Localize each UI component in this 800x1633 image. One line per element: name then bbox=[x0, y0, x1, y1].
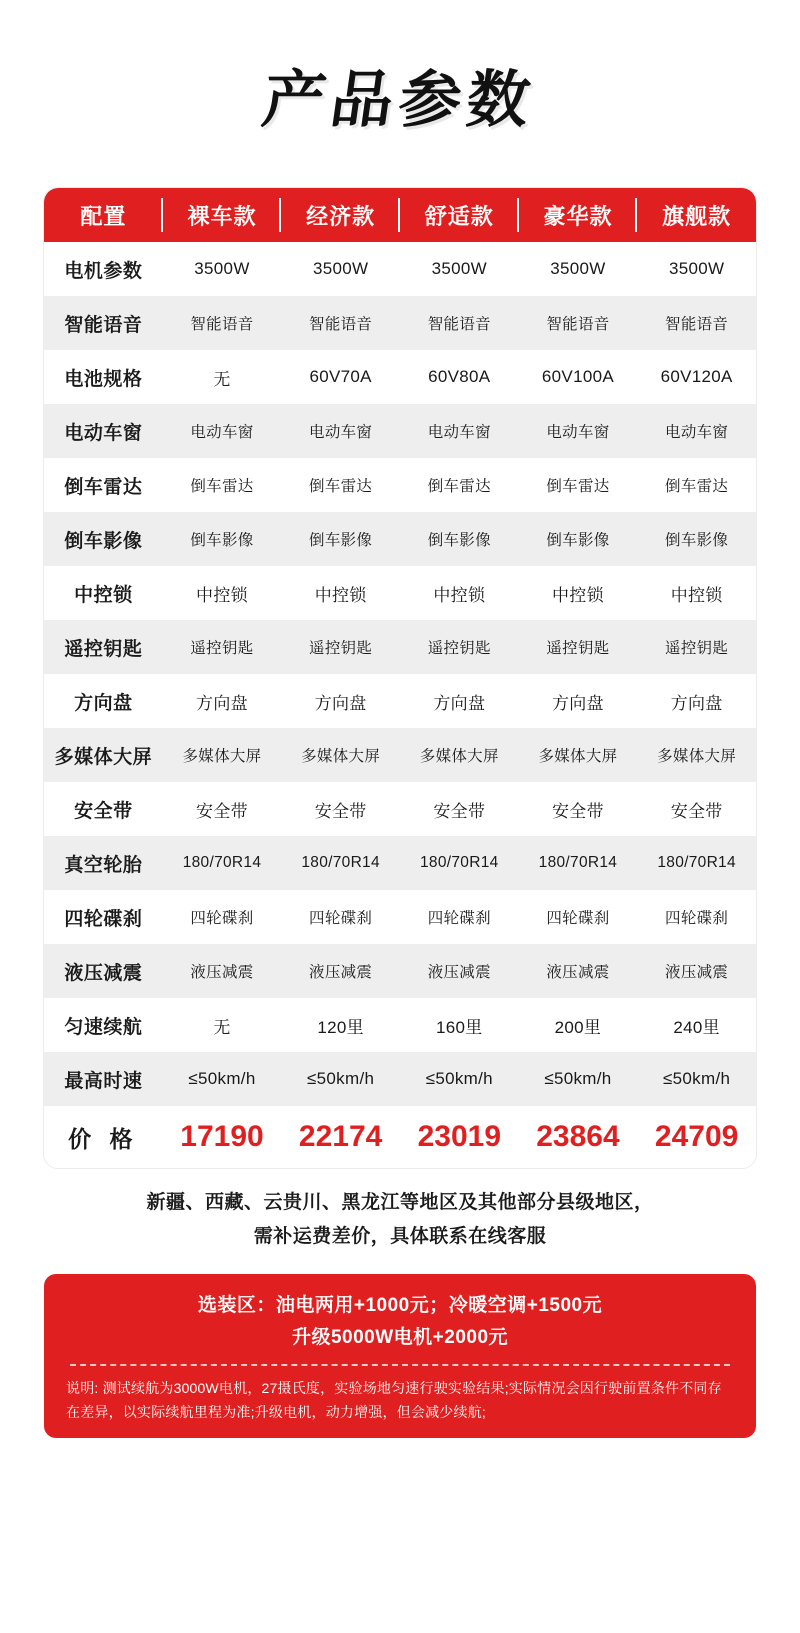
table-header-config: 配置 bbox=[44, 188, 163, 242]
row-value: 方向盘 bbox=[163, 674, 282, 728]
row-value: 遥控钥匙 bbox=[637, 620, 756, 674]
row-label: 遥控钥匙 bbox=[44, 620, 163, 674]
row-value: 四轮碟刹 bbox=[163, 890, 282, 944]
row-label: 四轮碟刹 bbox=[44, 890, 163, 944]
row-label: 最高时速 bbox=[44, 1052, 163, 1106]
row-value: 180/70R14 bbox=[400, 836, 519, 890]
shipping-note-line-1: 新疆、西藏、云贵川、黑龙江等地区及其他部分县级地区， bbox=[146, 1192, 654, 1213]
row-value: 智能语音 bbox=[281, 296, 400, 350]
row-label: 电动车窗 bbox=[44, 404, 163, 458]
row-value: 180/70R14 bbox=[519, 836, 638, 890]
table-header-model-3: 舒适款 bbox=[400, 188, 519, 242]
row-value: 电动车窗 bbox=[281, 404, 400, 458]
row-value: 180/70R14 bbox=[163, 836, 282, 890]
row-value: 安全带 bbox=[400, 782, 519, 836]
table-row bbox=[44, 350, 756, 404]
row-value: 多媒体大屏 bbox=[637, 728, 756, 782]
row-value: 安全带 bbox=[281, 782, 400, 836]
row-value: 120里 bbox=[281, 998, 400, 1052]
row-value: 中控锁 bbox=[400, 566, 519, 620]
row-label: 真空轮胎 bbox=[44, 836, 163, 890]
row-value: 四轮碟刹 bbox=[519, 890, 638, 944]
row-value: 中控锁 bbox=[281, 566, 400, 620]
row-value: 倒车影像 bbox=[163, 512, 282, 566]
row-value: 多媒体大屏 bbox=[519, 728, 638, 782]
row-label: 匀速续航 bbox=[44, 998, 163, 1052]
shipping-note-line-2: 需补运费差价，具体联系在线客服 bbox=[253, 1226, 547, 1247]
row-label: 方向盘 bbox=[44, 674, 163, 728]
table-row bbox=[44, 566, 756, 620]
row-value: 180/70R14 bbox=[637, 836, 756, 890]
row-value: 240里 bbox=[637, 998, 756, 1052]
row-value: ≤50km/h bbox=[637, 1052, 756, 1106]
row-label: 电池规格 bbox=[44, 350, 163, 404]
table-row bbox=[44, 1052, 756, 1106]
option-line-2: 升级5000W电机+2000元 bbox=[291, 1327, 509, 1348]
row-label: 倒车影像 bbox=[44, 512, 163, 566]
page-title-wrap bbox=[44, 0, 756, 188]
row-value: 方向盘 bbox=[519, 674, 638, 728]
row-value: 智能语音 bbox=[637, 296, 756, 350]
row-value: 遥控钥匙 bbox=[519, 620, 638, 674]
row-value: 中控锁 bbox=[163, 566, 282, 620]
row-value: 四轮碟刹 bbox=[281, 890, 400, 944]
table-header-model-1: 裸车款 bbox=[163, 188, 282, 242]
row-value: 安全带 bbox=[519, 782, 638, 836]
table-row bbox=[44, 242, 756, 296]
row-value: 中控锁 bbox=[519, 566, 638, 620]
table-row bbox=[44, 890, 756, 944]
row-value: 无 bbox=[163, 350, 282, 404]
row-value: 液压减震 bbox=[637, 944, 756, 998]
row-label: 多媒体大屏 bbox=[44, 728, 163, 782]
row-value: 3500W bbox=[400, 242, 519, 296]
table-header-model-5: 旗舰款 bbox=[637, 188, 756, 242]
row-value: 160里 bbox=[400, 998, 519, 1052]
row-label: 电机参数 bbox=[44, 242, 163, 296]
row-value: ≤50km/h bbox=[519, 1052, 638, 1106]
row-value: 60V120A bbox=[637, 350, 756, 404]
row-value: 电动车窗 bbox=[637, 404, 756, 458]
price-value: 22174 bbox=[281, 1106, 400, 1168]
options-footer bbox=[44, 1274, 756, 1438]
table-row bbox=[44, 944, 756, 998]
footer-description: 说明: 测试续航为3000W电机，27摄氏度，实验场地匀速行驶实验结果;实际情况会因行驶前置条件不同存在差异，以实际续航里程为准;升级电机，动力增强，但会减少续航; bbox=[66, 1380, 722, 1420]
row-value: 液压减震 bbox=[400, 944, 519, 998]
price-label: 价 格 bbox=[44, 1106, 163, 1168]
table-row bbox=[44, 782, 756, 836]
spec-table-body bbox=[44, 242, 756, 1168]
row-value: 多媒体大屏 bbox=[163, 728, 282, 782]
row-value: 多媒体大屏 bbox=[400, 728, 519, 782]
row-label: 液压减震 bbox=[44, 944, 163, 998]
row-value: 遥控钥匙 bbox=[163, 620, 282, 674]
row-value: 3500W bbox=[519, 242, 638, 296]
price-value: 23864 bbox=[519, 1106, 638, 1168]
row-value: 无 bbox=[163, 998, 282, 1052]
row-value: ≤50km/h bbox=[163, 1052, 282, 1106]
row-value: 倒车雷达 bbox=[281, 458, 400, 512]
spec-table bbox=[44, 188, 756, 1168]
row-value: 倒车影像 bbox=[400, 512, 519, 566]
row-value: 四轮碟刹 bbox=[637, 890, 756, 944]
row-value: 倒车雷达 bbox=[400, 458, 519, 512]
row-value: 3500W bbox=[163, 242, 282, 296]
row-value: 智能语音 bbox=[163, 296, 282, 350]
row-value: 倒车影像 bbox=[281, 512, 400, 566]
row-value: 电动车窗 bbox=[163, 404, 282, 458]
row-value: 液压减震 bbox=[281, 944, 400, 998]
row-value: 遥控钥匙 bbox=[281, 620, 400, 674]
table-header-model-4: 豪华款 bbox=[519, 188, 638, 242]
row-value: 倒车影像 bbox=[637, 512, 756, 566]
table-row bbox=[44, 728, 756, 782]
shipping-note bbox=[44, 1186, 756, 1254]
row-value: 液压减震 bbox=[163, 944, 282, 998]
price-value: 17190 bbox=[163, 1106, 282, 1168]
table-row bbox=[44, 836, 756, 890]
table-row bbox=[44, 620, 756, 674]
row-value: 四轮碟刹 bbox=[400, 890, 519, 944]
option-line-1: 选装区：油电两用+1000元；冷暖空调+1500元 bbox=[197, 1295, 603, 1316]
row-value: 倒车雷达 bbox=[519, 458, 638, 512]
table-row bbox=[44, 296, 756, 350]
row-value: 180/70R14 bbox=[281, 836, 400, 890]
row-value: ≤50km/h bbox=[281, 1052, 400, 1106]
row-value: 200里 bbox=[519, 998, 638, 1052]
page-title: 产品参数 bbox=[258, 62, 541, 136]
row-label: 倒车雷达 bbox=[44, 458, 163, 512]
table-header-row bbox=[44, 188, 756, 242]
spec-table-head bbox=[44, 188, 756, 242]
row-value: 液压减震 bbox=[519, 944, 638, 998]
row-value: 中控锁 bbox=[637, 566, 756, 620]
row-value: 60V70A bbox=[281, 350, 400, 404]
row-label: 安全带 bbox=[44, 782, 163, 836]
row-value: 方向盘 bbox=[637, 674, 756, 728]
row-label: 中控锁 bbox=[44, 566, 163, 620]
row-value: 多媒体大屏 bbox=[281, 728, 400, 782]
row-value: 遥控钥匙 bbox=[400, 620, 519, 674]
row-value: 60V80A bbox=[400, 350, 519, 404]
row-value: 智能语音 bbox=[400, 296, 519, 350]
price-value: 24709 bbox=[637, 1106, 756, 1168]
dashed-divider bbox=[70, 1364, 730, 1366]
row-value: 安全带 bbox=[163, 782, 282, 836]
row-value: 智能语音 bbox=[519, 296, 638, 350]
table-row bbox=[44, 674, 756, 728]
table-row bbox=[44, 998, 756, 1052]
row-value: 安全带 bbox=[637, 782, 756, 836]
row-value: 电动车窗 bbox=[400, 404, 519, 458]
row-value: 倒车雷达 bbox=[637, 458, 756, 512]
price-row bbox=[44, 1106, 756, 1168]
row-value: 倒车影像 bbox=[519, 512, 638, 566]
table-row bbox=[44, 512, 756, 566]
row-value: 3500W bbox=[281, 242, 400, 296]
row-value: 方向盘 bbox=[400, 674, 519, 728]
row-value: 60V100A bbox=[519, 350, 638, 404]
row-label: 智能语音 bbox=[44, 296, 163, 350]
row-value: 3500W bbox=[637, 242, 756, 296]
table-row bbox=[44, 404, 756, 458]
row-value: ≤50km/h bbox=[400, 1052, 519, 1106]
table-header-model-2: 经济款 bbox=[281, 188, 400, 242]
row-value: 倒车雷达 bbox=[163, 458, 282, 512]
price-value: 23019 bbox=[400, 1106, 519, 1168]
row-value: 方向盘 bbox=[281, 674, 400, 728]
table-row bbox=[44, 458, 756, 512]
row-value: 电动车窗 bbox=[519, 404, 638, 458]
